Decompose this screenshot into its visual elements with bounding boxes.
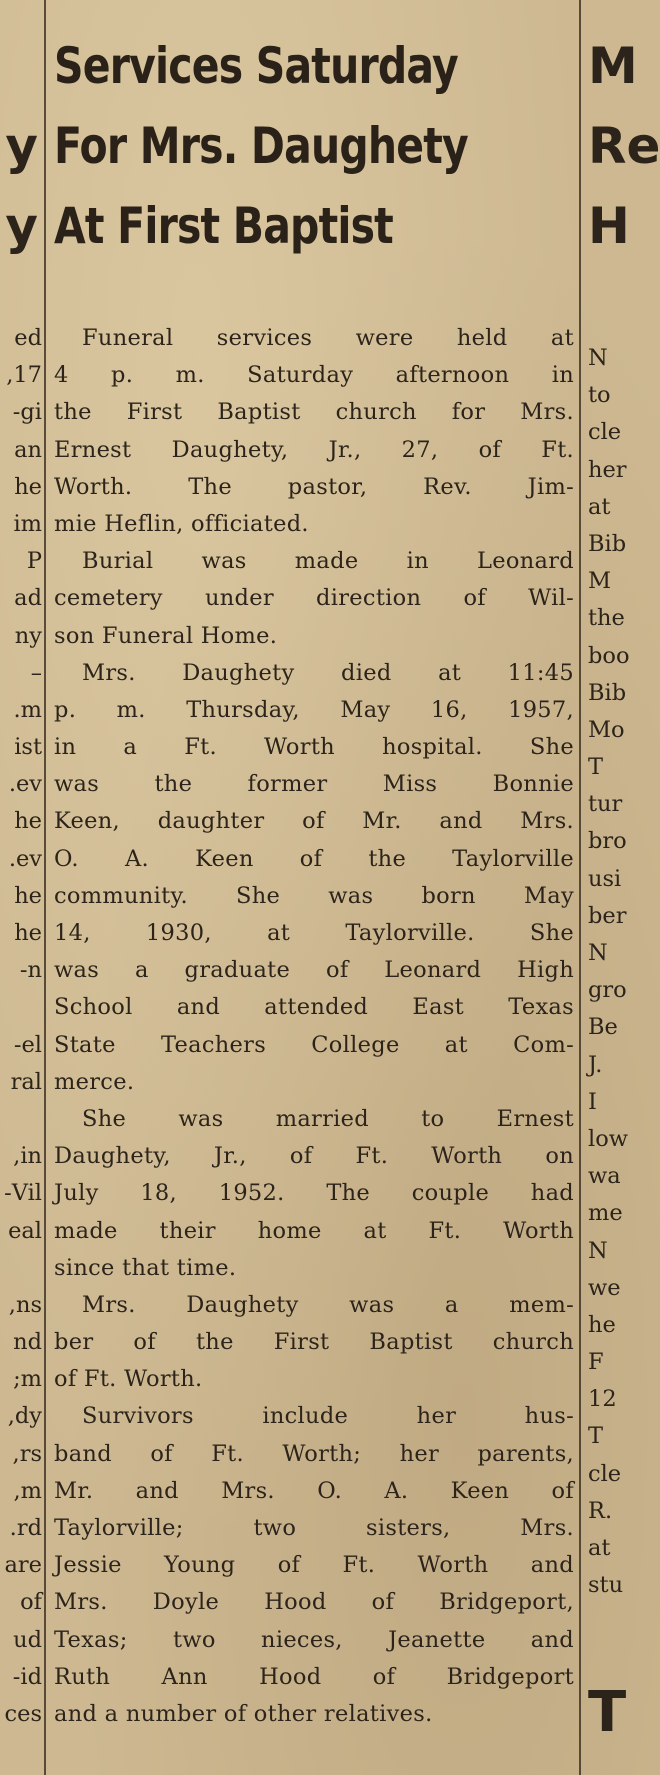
article-line: O. A. Keen of the Taylorville [54,845,574,872]
article-line: Worth. The pastor, Rev. Jim- [54,473,574,500]
left-text-fragment: eal [8,1217,42,1244]
left-text-fragment: ev. [8,771,42,798]
article-line: the First Baptist church for Mrs. [54,399,574,426]
left-text-fragment: an [14,436,42,463]
article-line: p. m. Thursday, May 16, 1957, [54,696,574,723]
headline-line-1: Services Saturday [54,37,458,95]
right-text-fragment: we [588,1274,621,1301]
left-text-fragment: 17, [6,362,42,389]
article-line: School and attended East Texas [54,994,574,1021]
right-text-fragment: N [588,940,608,966]
left-text-fragment: n- [19,957,42,984]
left-text-fragment: ed [14,325,42,351]
left-text-fragment: are [4,1552,42,1579]
article-line: and a number of other relatives. [54,1700,433,1727]
article-line: 14, 1930, at Taylorville. She [54,920,574,946]
article-line: July 18, 1952. The couple had [54,1180,574,1207]
right-text-fragment: usi [588,865,622,892]
right-text-fragment: he [588,1311,616,1338]
article-line: made their home at Ft. Worth [54,1217,574,1244]
article-line: Ernest Daughety, Jr., 27, of Ft. [54,436,574,463]
right-headline-fragment: H [588,197,630,255]
left-text-fragment: ny [14,622,42,649]
article-line: Taylorville; two sisters, Mrs. [54,1515,574,1541]
right-text-fragment: me [588,1200,623,1227]
right-text-fragment: at [588,493,611,520]
article-line: in a Ft. Worth hospital. She [54,734,574,761]
right-text-fragment: F [588,1349,604,1376]
left-text-fragment: m, [13,1477,42,1504]
right-text-fragment: the [588,605,625,632]
right-text-fragment: 12 [588,1386,617,1413]
left-headline-fragments [0,106,38,266]
left-text-fragment: ad [14,585,42,612]
left-text-fragment: in, [13,1143,42,1170]
right-text-fragment: J. [588,1051,603,1078]
right-text-fragment: T [588,1423,604,1450]
article-line: community. She was born May [54,882,574,909]
left-text-fragment: im [13,510,42,537]
right-text-fragment: Be [588,1014,618,1041]
right-text-fragment: cle [588,419,622,446]
right-text-fragment: wa [588,1163,621,1190]
left-text-fragment: ces [4,1700,42,1727]
article-line: ber of the First Baptist church [54,1329,574,1356]
right-text-fragment: cle [588,1460,622,1487]
right-text-fragment: N [588,1237,608,1264]
left-text-fragment: nd [13,1329,42,1356]
article-line: Keen, daughter of Mr. and Mrs. [54,808,574,835]
right-text-fragment: Bib [588,530,627,557]
left-text-fragment: ist [14,734,42,761]
right-text-fragment: I [588,1088,597,1115]
left-text-fragment [0,1250,42,1287]
right-text-fragment: gro [588,977,627,1004]
article-line: Daughety, Jr., of Ft. Worth on [54,1143,574,1170]
column-rule-left [44,0,46,1775]
left-text-fragment: he [14,920,42,946]
left-column-fragment [0,0,42,1775]
right-text-fragments [588,340,630,1604]
right-bottom-headline-fragment: T [588,1680,627,1745]
left-text-fragment: ev. [8,845,42,872]
left-text-fragment: m; [13,1366,42,1393]
article-line: Burial was made in Leonard [82,548,574,575]
left-text-fragment: P [26,548,42,575]
left-text-fragment: gi- [12,399,42,426]
headline [54,26,482,266]
article-line: Mr. and Mrs. O. A. Keen of [54,1477,574,1504]
article-line: Mrs. Daughety was a mem- [82,1291,574,1318]
article-line: cemetery under direction of Wil- [54,585,574,612]
left-text-fragment: he [14,473,42,500]
article-line: was the former Miss Bonnie [54,771,574,798]
article-line: mie Heflin, officiated. [54,510,309,537]
article-line: 4 p. m. Saturday afternoon in [54,362,574,389]
right-text-fragment: boo [588,642,630,669]
column-rule-right [579,0,581,1775]
left-headline-fragment: y [5,117,38,175]
article-line: Survivors include her hus- [82,1403,574,1430]
right-text-fragment: Mo [588,716,625,743]
right-text-fragment: N [588,345,608,371]
left-text-fragment: ns, [8,1291,42,1318]
headline-line-2: For Mrs. Daughety [54,117,468,175]
right-text-fragment: bro [588,828,627,855]
article-column [48,0,576,1775]
right-text-fragment: tur [588,791,623,818]
right-text-fragment: stu [588,1572,624,1599]
right-headline-fragment: Re [588,117,660,175]
left-text-fragment: ud [13,1626,42,1653]
right-text-fragment: M [588,568,612,595]
article-line: was a graduate of Leonard High [54,957,574,984]
left-text-fragment: of [20,1589,42,1616]
left-text-fragment: rd. [9,1515,42,1541]
article-line: She was married to Ernest [82,1105,574,1132]
left-text-fragment: rs, [12,1440,42,1467]
article-line: of Ft. Worth. [54,1366,203,1393]
left-text-fragment: el- [13,1031,42,1058]
right-text-fragment: T [588,754,604,781]
right-column-fragment [584,0,660,1775]
article-line: Mrs. Daughety died at 11:45 [82,659,574,686]
right-text-fragment: ber [588,902,627,929]
article-line: Jessie Young of Ft. Worth and [54,1552,574,1579]
left-text-fragment: he [14,882,42,909]
right-text-fragment: Bib [588,679,627,706]
left-text-fragments [0,320,42,1733]
left-text-fragment: – [30,659,42,686]
article-line: since that time. [54,1254,237,1281]
left-text-fragment: Vil- [4,1180,42,1207]
article-line: merce. [54,1068,135,1095]
left-text-fragment: ral [10,1068,42,1095]
left-text-fragment: id- [12,1663,42,1690]
right-headline-fragments [588,26,660,266]
right-text-fragment: R. [588,1497,613,1524]
left-headline-fragment: y [5,197,38,255]
article-line: Mrs. Doyle Hood of Bridgeport, [54,1589,574,1616]
headline-line-3: At First Baptist [54,197,393,255]
article-line: son Funeral Home. [54,622,278,649]
right-text-fragment: at [588,1535,611,1561]
article-line: band of Ft. Worth; her parents, [54,1440,574,1467]
article-line: Ruth Ann Hood of Bridgeport [54,1663,574,1690]
left-text-fragment: he [14,808,42,835]
left-text-fragment [0,989,42,1026]
right-text-fragment: to [588,382,611,409]
right-text-fragment: low [588,1125,629,1152]
article-line: Texas; two nieces, Jeanette and [54,1626,574,1653]
article-line: State Teachers College at Com- [54,1031,574,1058]
left-text-fragment: m. [13,696,42,723]
left-text-fragment: dy, [7,1403,42,1430]
right-headline-fragment: M [588,37,638,95]
article-line: Funeral services were held at [82,325,574,351]
left-text-fragment [0,1101,42,1138]
article-body [54,320,574,1733]
right-text-fragment: her [588,456,627,483]
